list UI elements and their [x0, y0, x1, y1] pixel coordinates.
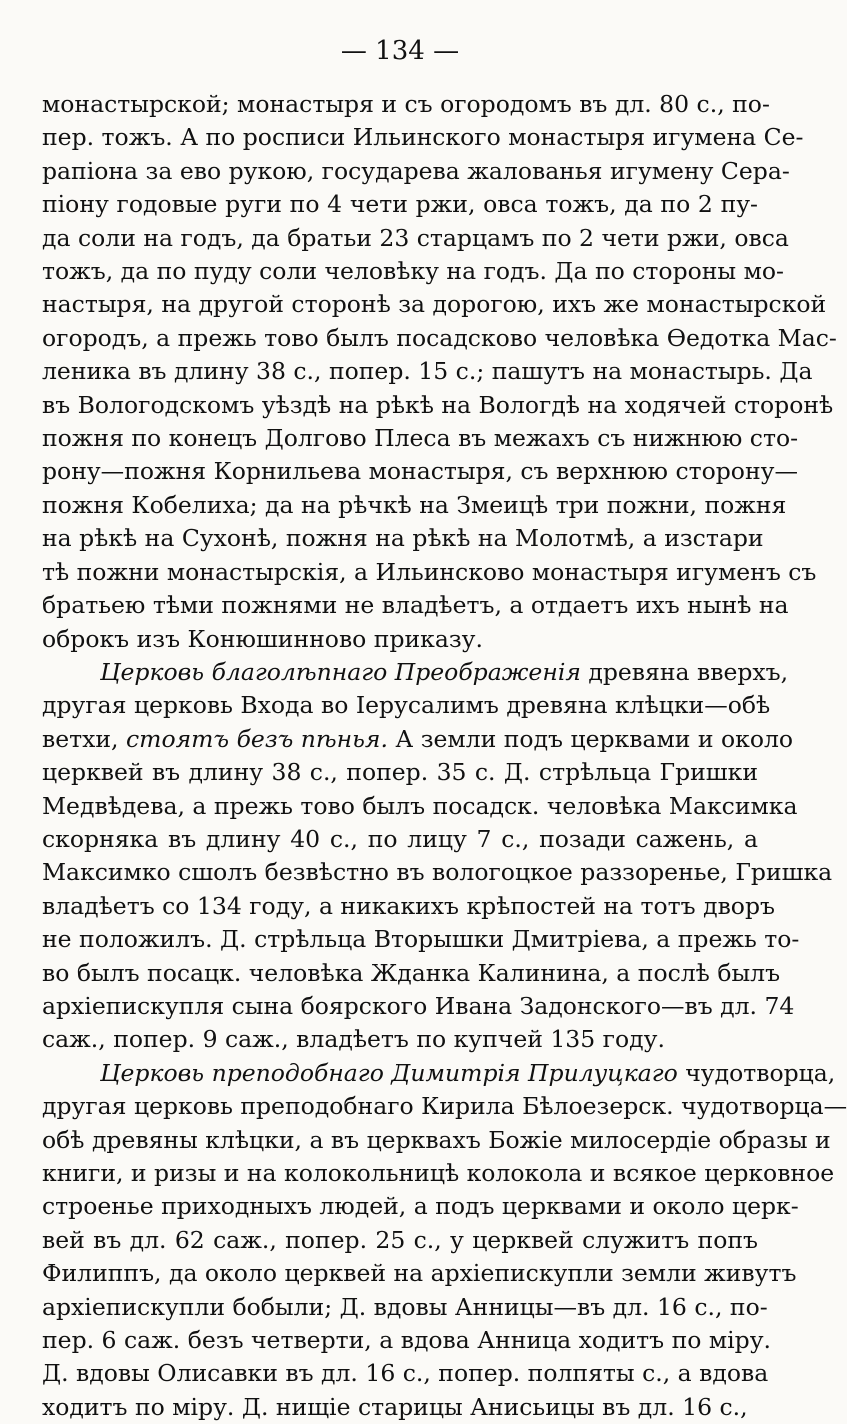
text-segment: строенье приходныхъ людей, а подъ церквами и около церк- — [42, 1192, 799, 1221]
paragraph-p2 — [42, 656, 833, 1057]
text-line — [42, 723, 794, 756]
text-line — [42, 656, 789, 689]
text-line — [42, 589, 789, 622]
text-line — [42, 322, 837, 355]
text-segment: тожъ, да по пуду соли человѣку на годъ. Да по стороны мо- — [42, 257, 784, 286]
text-line — [42, 623, 758, 656]
text-segment: Филиппъ, да около церквей на архіепискупли земли живутъ — [42, 1259, 797, 1288]
text-segment: во былъ посацк. человѣка Жданка Калинина, а послѣ былъ — [42, 958, 781, 987]
text-line — [42, 155, 790, 188]
text-line — [42, 1090, 847, 1123]
text-segment: вей въ дл. 62 саж., попер. 25 с., у церквей служитъ попъ — [42, 1225, 758, 1254]
text-line — [42, 990, 795, 1023]
text-segment: другая церковь Входа во Іерусалимъ древяна клѣцки—обѣ — [42, 691, 771, 720]
text-segment: рапіона за ево рукою, государева жалованья игумену Сера- — [42, 156, 790, 185]
text-line — [42, 422, 799, 455]
text-segment: оброкъ изъ Конюшинново приказу. — [42, 624, 483, 653]
text-line — [42, 222, 789, 255]
text-segment: пожня по конецъ Долгово Плеса въ межахъ съ нижнюю сто- — [42, 424, 799, 453]
text-segment: другая церковь преподобнаго Кирила Бѣлоезерск. чудотворца— — [42, 1092, 847, 1121]
text-line — [42, 1157, 835, 1190]
text-segment: пер. 6 саж. безъ четверти, а вдова Анница ходитъ по міру. — [42, 1326, 772, 1355]
text-line — [42, 923, 800, 956]
text-segment: настыря, на другой сторонѣ за дорогою, ихъ же монастырской — [42, 290, 827, 319]
text-line — [42, 355, 813, 388]
paragraph-p3 — [42, 1057, 847, 1424]
italic-segment: стоятъ безъ пѣнья. — [126, 724, 388, 753]
text-segment: книги, и ризы и на колокольницѣ колокола и всякое церковное — [42, 1159, 835, 1187]
text-line — [42, 1324, 772, 1357]
text-line — [42, 489, 787, 522]
page-number: — 134 — — [340, 36, 460, 66]
text-segment: Д. вдовы Олисавки въ дл. 16 с., попер. полпяты с., а вдова — [42, 1359, 769, 1388]
text-line — [42, 1023, 758, 1056]
text-line — [42, 790, 798, 823]
text-line — [42, 1391, 758, 1424]
text-segment: архіепискупли бобыли; Д. вдовы Анницы—въ дл. 16 с., по- — [42, 1292, 768, 1321]
text-line — [42, 288, 827, 321]
text-line — [42, 1357, 769, 1390]
italic-segment: Церковь преподобнаго Димитрія Прилуцкаго — [100, 1058, 678, 1087]
text-segment: обѣ древяны клѣцки, а въ церквахъ Божіе милосердіе образы и — [42, 1125, 831, 1154]
text-line — [42, 689, 771, 722]
text-segment: саж., попер. 9 саж., владѣетъ по купчей 135 году. — [42, 1025, 665, 1054]
text-line — [42, 957, 781, 990]
text-segment: архіепискупля сына боярского Ивана Задонского—въ дл. 74 — [42, 991, 795, 1020]
text-segment: братьею тѣми пожнями не владѣетъ, а отдаетъ ихъ нынѣ на — [42, 591, 789, 620]
text-segment: не положилъ. Д. стрѣльца Вторышки Дмитріева, а прежь то- — [42, 925, 800, 954]
text-segment: владѣетъ со 134 году, а никакихъ крѣпостей на тотъ дворъ — [42, 891, 775, 920]
italic-segment: Церковь благолѣпнаго Преображенія — [100, 657, 581, 686]
text-line — [42, 1057, 836, 1090]
text-line — [42, 1224, 758, 1257]
text-segment: Максимко сшолъ безвѣстно въ вологоцкое раззоренье, Гришка — [42, 858, 833, 887]
text-segment: пер. тожъ. А по росписи Ильинского монастыря игумена Се- — [42, 123, 804, 152]
text-line — [42, 890, 775, 923]
text-segment: рону—пожня Корнильева монастыря, съ верхнюю сторону— — [42, 457, 798, 486]
text-segment: скорняка въ длину 40 с., по лицу 7 с., позади сажень, а — [42, 824, 758, 853]
text-line — [42, 856, 833, 889]
text-line — [42, 1124, 831, 1157]
text-line — [42, 121, 804, 154]
text-line — [42, 255, 784, 288]
text-segment: да соли на годъ, да братьи 23 старцамъ по 2 чети ржи, овса — [42, 223, 789, 252]
text-line — [42, 823, 758, 856]
text-segment: ветхи, — [42, 724, 126, 753]
text-line — [42, 1190, 799, 1223]
text-line — [42, 1257, 797, 1290]
text-segment: Медвѣдева, а прежь тово былъ посадск. человѣка Максимка — [42, 791, 798, 820]
text-segment: чудотворца, — [677, 1058, 836, 1087]
text-segment: піону годовые руги по 4 чети ржи, овса тожъ, да по 2 пу- — [42, 190, 758, 219]
text-segment: огородъ, а прежь тово былъ посадсково человѣка Ѳедотка Мас- — [42, 323, 837, 352]
body-text — [42, 88, 847, 1424]
text-line — [42, 389, 834, 422]
text-line — [42, 756, 758, 789]
text-segment: тѣ пожни монастырскія, а Ильинсково монастыря игуменъ съ — [42, 557, 817, 586]
text-line — [42, 188, 758, 221]
text-line — [42, 556, 817, 589]
text-line — [42, 455, 798, 488]
paragraph-p1 — [42, 88, 837, 656]
text-line — [42, 522, 764, 555]
text-segment: церквей въ длину 38 с., попер. 35 с. Д. стрѣльца Гришки — [42, 758, 758, 787]
text-line — [42, 88, 770, 121]
text-segment: древяна вверхъ, — [580, 657, 789, 686]
text-line — [42, 1291, 768, 1324]
text-segment: пожня Кобелиха; да на рѣчкѣ на Змеицѣ три пожни, пожня — [42, 490, 787, 519]
text-segment: ходитъ по міру. Д. нищіе старицы Анисьицы въ дл. 16 с., — [42, 1392, 748, 1421]
text-segment: А земли подъ церквами и около — [387, 724, 794, 753]
text-segment: на рѣкѣ на Сухонѣ, пожня на рѣкѣ на Молотмѣ, а изстари — [42, 524, 764, 553]
text-segment: монастырской; монастыря и съ огородомъ въ дл. 80 с., по- — [42, 90, 770, 118]
text-segment: въ Вологодскомъ уѣздѣ на рѣкѣ на Вологдѣ на ходячей сторонѣ — [42, 390, 834, 419]
text-segment: леника въ длину 38 с., попер. 15 с.; пашутъ на монастырь. Да — [42, 357, 813, 386]
